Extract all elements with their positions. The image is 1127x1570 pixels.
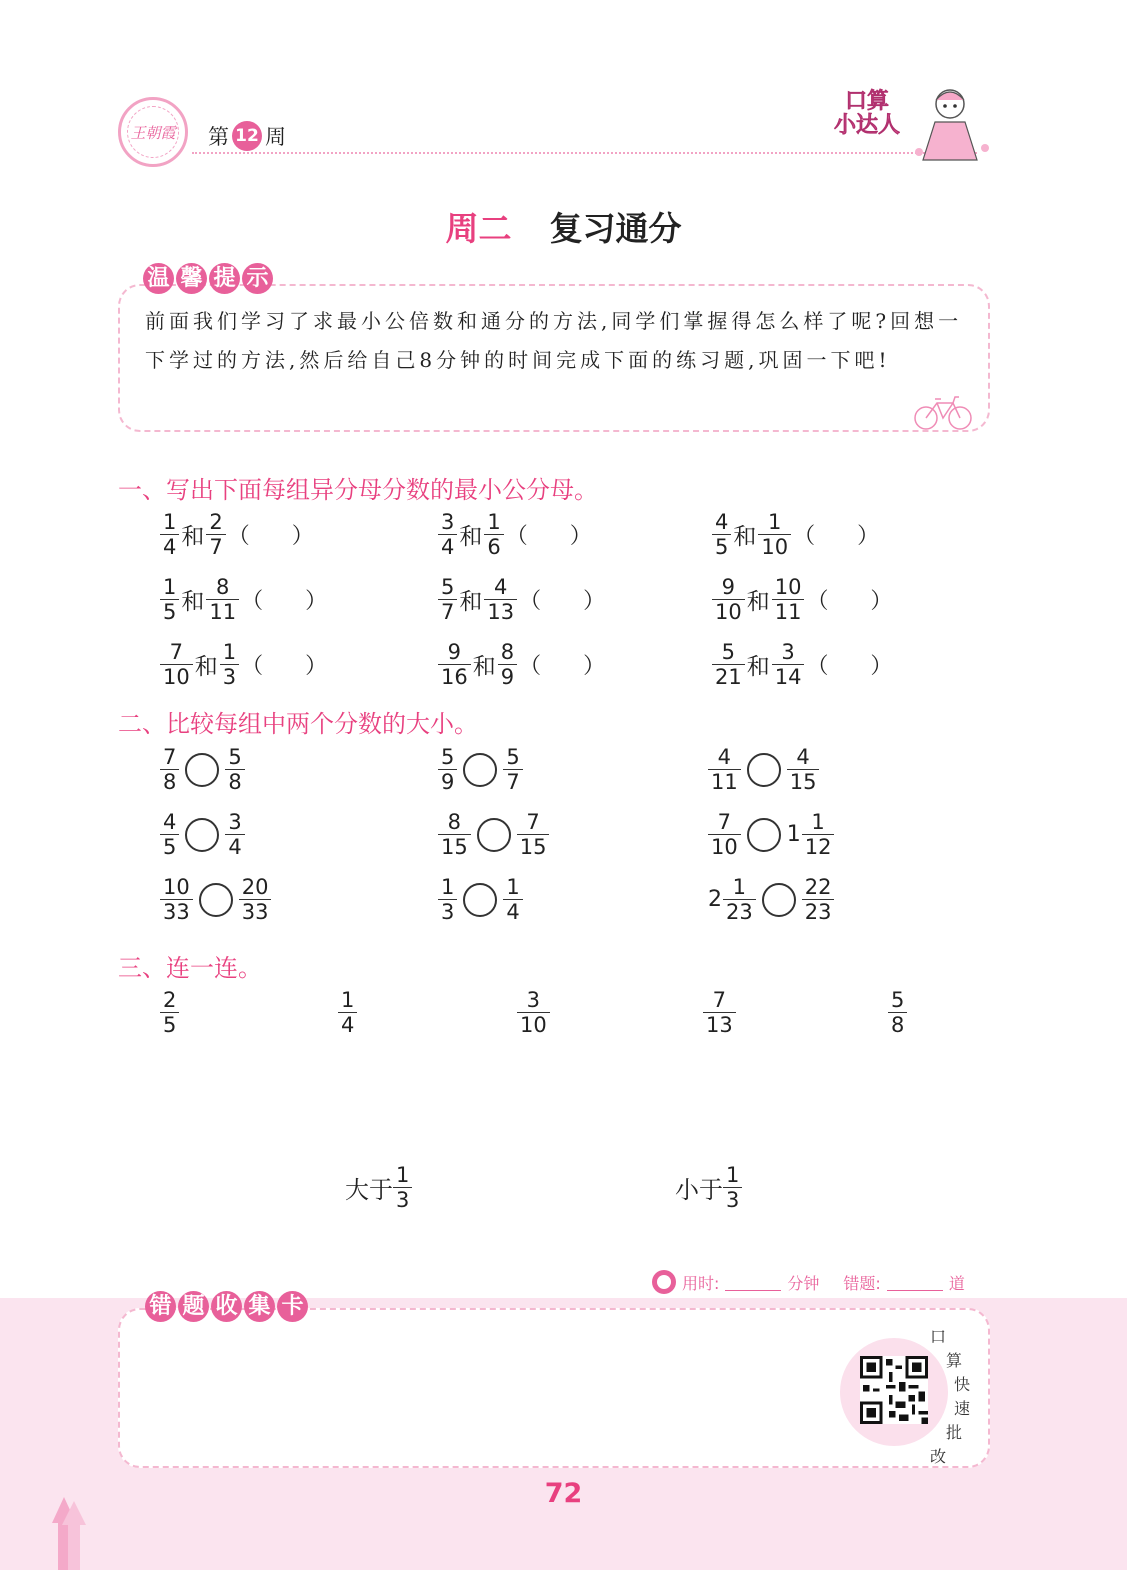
numerator: 7 [712, 988, 727, 1012]
fraction [438, 640, 471, 689]
fraction [220, 640, 239, 689]
fraction [160, 575, 179, 624]
numerator: 1 [732, 875, 747, 899]
connector-he: 和 [746, 654, 770, 680]
tip-label-char: 示 [242, 263, 273, 294]
error-card-char: 卡 [277, 1291, 308, 1322]
numerator: 5 [506, 745, 520, 769]
fraction [438, 875, 457, 924]
cartoon-girl-icon [905, 82, 995, 167]
fraction [393, 1163, 412, 1212]
numerator: 5 [441, 575, 455, 599]
header-divider [192, 152, 977, 154]
denominator: 5 [160, 599, 179, 624]
numerator: 1 [811, 810, 825, 834]
numerator: 9 [447, 640, 462, 664]
denominator: 12 [802, 834, 835, 859]
fraction [888, 988, 907, 1037]
denominator: 4 [338, 1012, 357, 1037]
fraction [498, 640, 517, 689]
lcd-question [712, 510, 879, 559]
up-arrows-decoration-icon [52, 1495, 92, 1570]
fraction [708, 745, 741, 794]
denominator: 23 [723, 899, 756, 924]
fraction [438, 575, 457, 624]
fraction [772, 640, 805, 689]
numerator: 4 [163, 810, 177, 834]
error-card-label [145, 1291, 308, 1322]
publisher-logo-text: 王朝霞 [130, 124, 176, 142]
target-label: 小于 [675, 1176, 723, 1204]
compare-question [438, 810, 549, 859]
fraction [160, 875, 193, 924]
fraction [712, 640, 745, 689]
fraction [438, 810, 471, 859]
week-number-badge: 12 [232, 121, 262, 151]
compare-circle[interactable] [747, 753, 781, 787]
denominator: 7 [503, 769, 522, 794]
fraction [438, 510, 457, 559]
qr-caption-char: 口 [930, 1327, 947, 1346]
denominator: 15 [787, 769, 820, 794]
fraction [517, 988, 550, 1037]
denominator: 15 [517, 834, 550, 859]
numerator: 1 [726, 1163, 740, 1187]
connector-he: 和 [194, 654, 218, 680]
series-brand-logo [832, 90, 902, 138]
fraction [484, 510, 503, 559]
denominator: 8 [160, 769, 179, 794]
denominator: 4 [160, 534, 179, 559]
fraction [758, 510, 791, 559]
fraction [503, 875, 522, 924]
errors-blank[interactable] [887, 1274, 943, 1291]
lcd-question [160, 575, 327, 624]
stats-line [652, 1270, 965, 1294]
numerator: 4 [715, 510, 729, 534]
fraction [225, 745, 244, 794]
denominator: 33 [160, 899, 193, 924]
compare-question [438, 875, 523, 924]
numerator: 10 [774, 575, 802, 599]
denominator: 13 [484, 599, 517, 624]
error-card-char: 收 [211, 1291, 242, 1322]
target-less-than-third[interactable] [675, 1163, 742, 1212]
qr-caption-char: 改 [930, 1447, 947, 1466]
fraction [723, 1163, 742, 1212]
denominator: 13 [703, 1012, 736, 1037]
denominator: 33 [239, 899, 272, 924]
numerator: 4 [796, 745, 810, 769]
answer-blank[interactable]: （ ） [793, 524, 880, 549]
qr-code-icon[interactable] [860, 1356, 928, 1424]
answer-blank[interactable]: （ ） [519, 589, 606, 614]
numerator: 7 [717, 810, 732, 834]
qr-caption-char: 算 [946, 1351, 963, 1370]
connect-fraction[interactable] [517, 988, 550, 1037]
compare-question [160, 875, 271, 924]
fraction [802, 875, 835, 924]
fraction [160, 640, 193, 689]
answer-blank[interactable]: （ ） [241, 589, 328, 614]
fraction [712, 510, 731, 559]
numerator: 5 [441, 745, 455, 769]
fraction [708, 810, 741, 859]
fraction [484, 575, 517, 624]
tip-label [143, 263, 273, 294]
numerator: 7 [526, 810, 540, 834]
lcd-question [712, 640, 892, 689]
denominator: 3 [220, 664, 239, 689]
numerator: 5 [228, 745, 242, 769]
denominator: 3 [438, 899, 457, 924]
fraction [772, 575, 805, 624]
connector-he: 和 [733, 524, 757, 550]
denominator: 9 [438, 769, 457, 794]
fraction [225, 810, 244, 859]
week-suffix: 周 [265, 125, 286, 149]
fraction [517, 810, 550, 859]
numerator: 7 [163, 745, 177, 769]
denominator: 3 [723, 1187, 742, 1212]
numerator: 1 [396, 1163, 410, 1187]
connect-fraction[interactable] [703, 988, 736, 1037]
numerator: 1 [441, 875, 455, 899]
compare-question [160, 745, 245, 794]
whole-number: 2 [708, 887, 722, 912]
connect-fraction[interactable] [338, 988, 357, 1037]
denominator: 5 [160, 834, 179, 859]
section2-title: 二、比较每组中两个分数的大小。 [118, 710, 478, 738]
page-number: 72 [544, 1478, 583, 1509]
qr-caption-char: 批 [946, 1423, 963, 1442]
denominator: 4 [503, 899, 522, 924]
denominator: 8 [225, 769, 244, 794]
time-unit: 分钟 [787, 1273, 820, 1293]
numerator: 4 [717, 745, 732, 769]
week-prefix: 第 [208, 125, 229, 149]
answer-blank[interactable]: （ ） [227, 524, 314, 549]
compare-circle[interactable] [762, 883, 796, 917]
numerator: 4 [494, 575, 508, 599]
fraction [160, 988, 179, 1037]
fraction [723, 875, 756, 924]
numerator: 2 [163, 988, 177, 1012]
fraction [712, 575, 745, 624]
connector-he: 和 [181, 524, 205, 550]
denominator: 10 [708, 834, 741, 859]
brand-line-2: 小达人 [833, 113, 900, 138]
numerator: 3 [228, 810, 242, 834]
compare-circle[interactable] [199, 883, 233, 917]
denominator: 11 [708, 769, 741, 794]
qr-caption-char: 快 [954, 1375, 971, 1394]
connector-he: 和 [459, 589, 483, 615]
qr-caption-char: 速 [954, 1399, 971, 1418]
numerator: 22 [804, 875, 832, 899]
numerator: 7 [169, 640, 184, 664]
connector-he: 和 [181, 589, 205, 615]
lcd-question [160, 510, 314, 559]
stopwatch-icon [652, 1270, 676, 1294]
tip-label-char: 提 [209, 263, 240, 294]
fraction [802, 810, 835, 859]
section1-title: 一、写出下面每组异分母分数的最小公分母。 [118, 476, 598, 504]
connect-fraction[interactable] [888, 988, 907, 1037]
fraction [787, 745, 820, 794]
fraction [703, 988, 736, 1037]
denominator: 7 [438, 599, 457, 624]
tip-label-char: 温 [143, 263, 174, 294]
lcd-question [438, 510, 592, 559]
numerator: 20 [241, 875, 269, 899]
answer-blank[interactable]: （ ） [505, 524, 592, 549]
denominator: 8 [888, 1012, 907, 1037]
errors-label: 错题: [843, 1273, 881, 1293]
week-indicator [208, 121, 286, 151]
numerator: 8 [500, 640, 515, 664]
error-card-char: 题 [178, 1291, 209, 1322]
time-label: 用时: [682, 1273, 720, 1293]
answer-blank[interactable]: （ ） [806, 589, 893, 614]
brand-line-1: 口算 [844, 89, 889, 114]
compare-circle[interactable] [185, 818, 219, 852]
fraction [160, 745, 179, 794]
denominator: 6 [484, 534, 503, 559]
connector-he: 和 [459, 524, 483, 550]
denominator: 11 [772, 599, 805, 624]
publisher-logo-seal [118, 97, 188, 167]
errors-unit: 道 [948, 1273, 965, 1293]
fraction [160, 510, 179, 559]
compare-circle[interactable] [463, 883, 497, 917]
compare-circle[interactable] [185, 753, 219, 787]
denominator: 4 [438, 534, 457, 559]
numerator: 1 [222, 640, 237, 664]
denominator: 5 [712, 534, 731, 559]
compare-question [708, 745, 819, 794]
denominator: 16 [438, 664, 471, 689]
numerator: 1 [506, 875, 520, 899]
error-card-char: 错 [145, 1291, 176, 1322]
numerator: 1 [341, 988, 355, 1012]
connect-fraction[interactable] [160, 988, 179, 1037]
tip-text: 前面我们学习了求最小公倍数和通分的方法,同学们掌握得怎么样了呢?回想一下学过的方法,然后给自己8分钟的时间完成下面的练习题,巩固一下吧! [145, 309, 963, 372]
compare-circle[interactable] [463, 753, 497, 787]
numerator: 8 [216, 575, 230, 599]
compare-question [160, 810, 245, 859]
numerator: 2 [209, 510, 223, 534]
numerator: 1 [768, 510, 782, 534]
denominator: 21 [712, 664, 745, 689]
fraction [206, 575, 239, 624]
numerator: 1 [163, 575, 177, 599]
answer-blank[interactable]: （ ） [806, 654, 893, 679]
numerator: 5 [721, 640, 736, 664]
page-title [0, 203, 1127, 250]
denominator: 4 [225, 834, 244, 859]
denominator: 3 [393, 1187, 412, 1212]
denominator: 9 [498, 664, 517, 689]
fraction [338, 988, 357, 1037]
fraction [160, 810, 179, 859]
connector-he: 和 [472, 654, 496, 680]
denominator: 14 [772, 664, 805, 689]
numerator: 3 [526, 988, 541, 1012]
numerator: 3 [781, 640, 795, 664]
numerator: 10 [163, 875, 190, 899]
numerator: 5 [891, 988, 905, 1012]
denominator: 5 [160, 1012, 179, 1037]
denominator: 10 [517, 1012, 550, 1037]
numerator: 8 [447, 810, 462, 834]
lcd-question [438, 575, 605, 624]
bicycle-icon [913, 393, 973, 431]
numerator: 3 [441, 510, 455, 534]
denominator: 23 [802, 899, 835, 924]
connector-he: 和 [746, 589, 770, 615]
lcd-question [438, 640, 605, 689]
lcd-question [712, 575, 892, 624]
numerator: 1 [487, 510, 501, 534]
whole-number: 1 [786, 822, 801, 847]
denominator: 11 [206, 599, 239, 624]
fraction [503, 745, 522, 794]
fraction [206, 510, 225, 559]
answer-blank[interactable]: （ ） [519, 654, 606, 679]
compare-question [708, 875, 834, 924]
denominator: 7 [206, 534, 225, 559]
title-day: 周二 [445, 209, 512, 248]
answer-blank[interactable]: （ ） [241, 654, 328, 679]
numerator: 9 [721, 575, 736, 599]
time-blank[interactable] [725, 1274, 781, 1291]
compare-circle[interactable] [477, 818, 511, 852]
compare-question [708, 810, 834, 859]
denominator: 10 [160, 664, 193, 689]
compare-circle[interactable] [747, 818, 781, 852]
fraction [239, 875, 272, 924]
section3-title: 三、连一连。 [118, 954, 262, 982]
target-label: 大于 [345, 1176, 393, 1204]
fraction [438, 745, 457, 794]
qr-caption [928, 1325, 971, 1469]
error-card-char: 集 [244, 1291, 275, 1322]
title-topic: 复习通分 [549, 209, 682, 248]
numerator: 1 [163, 510, 177, 534]
target-greater-than-third[interactable] [345, 1163, 412, 1212]
denominator: 15 [438, 834, 471, 859]
denominator: 10 [758, 534, 791, 559]
tip-label-char: 馨 [176, 263, 207, 294]
compare-question [438, 745, 523, 794]
lcd-question [160, 640, 327, 689]
denominator: 10 [712, 599, 745, 624]
